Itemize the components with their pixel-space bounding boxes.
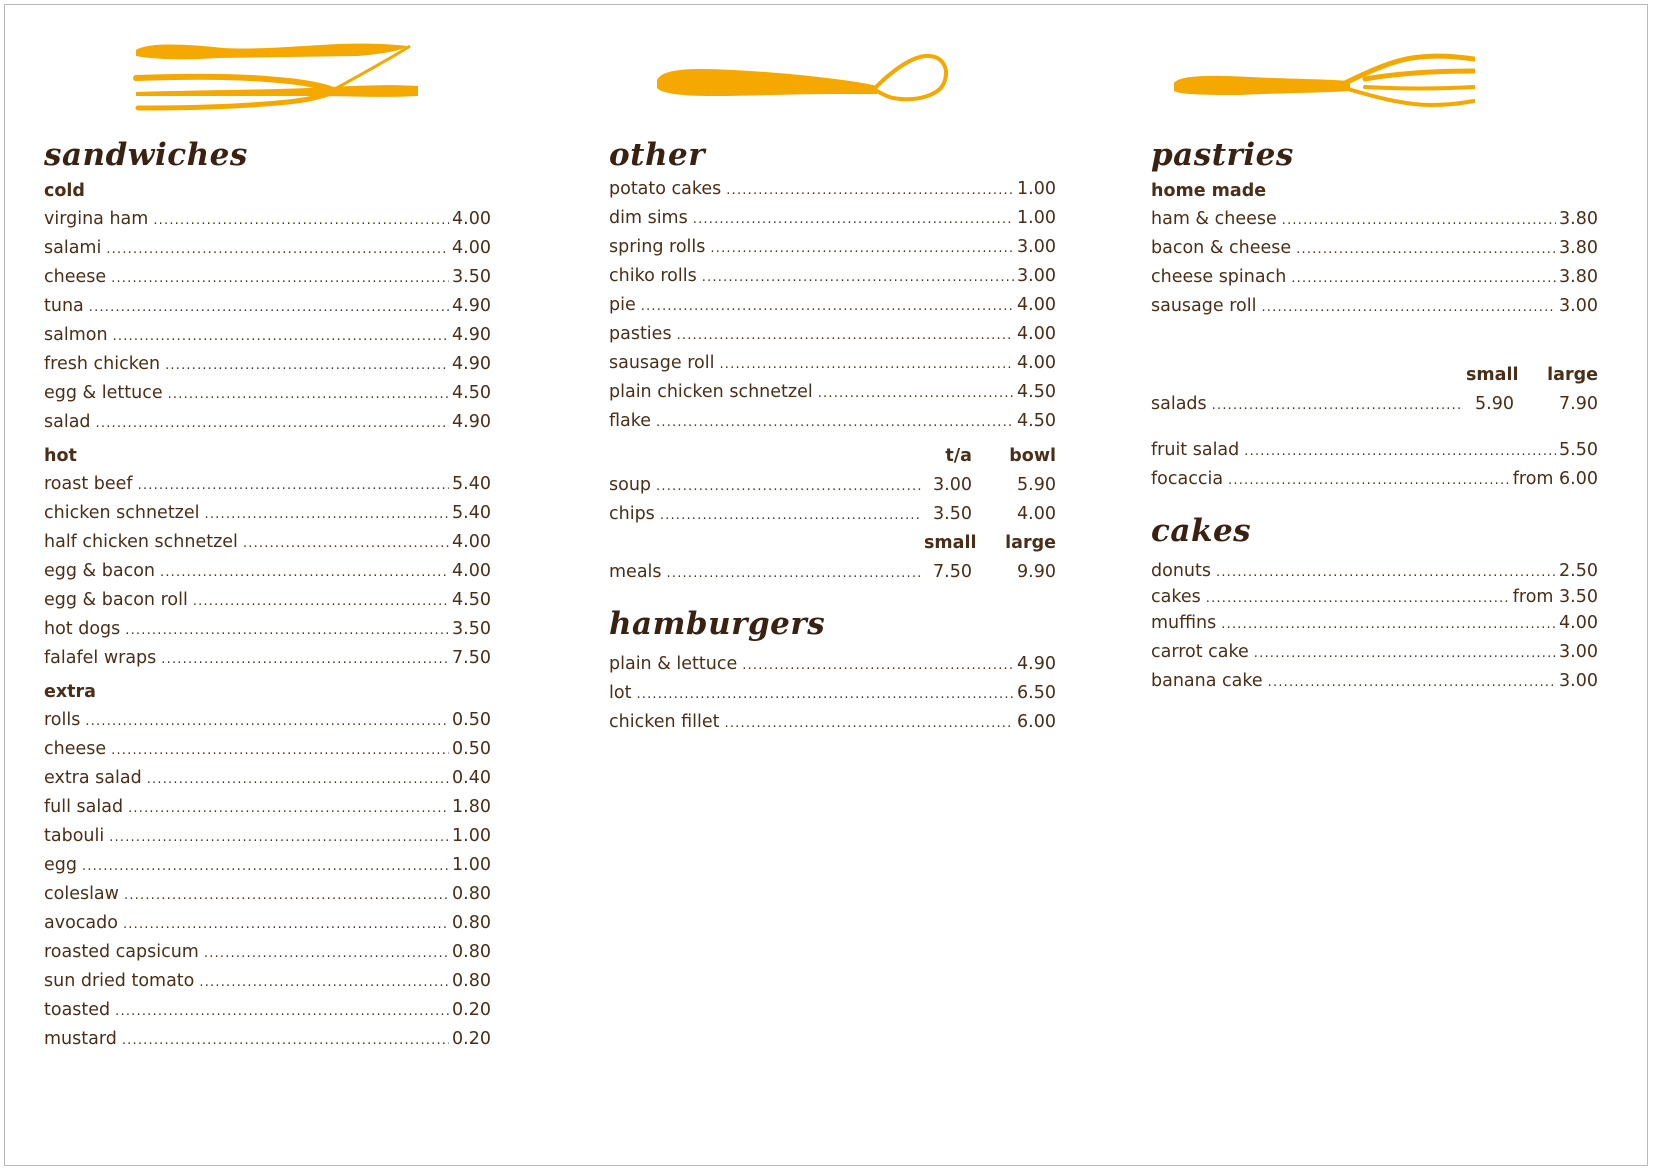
item-price: 0.50 (452, 739, 491, 759)
item-price: 0.50 (452, 710, 491, 730)
item-name: avocado (44, 913, 118, 933)
extra-subheading: extra (44, 682, 96, 702)
item-price: 3.50 (452, 267, 491, 287)
dot-leader (204, 939, 449, 968)
dot-leader (1268, 668, 1556, 697)
dot-leader (636, 680, 1014, 709)
other-list (609, 175, 1056, 436)
list-item (44, 764, 491, 793)
list-item (44, 557, 491, 586)
item-name: spring rolls (609, 237, 706, 257)
item-price: 4.00 (452, 532, 491, 552)
item-price: 3.00 (1559, 296, 1598, 316)
dot-leader (660, 501, 921, 530)
hamburgers-heading: hamburgers (609, 606, 826, 642)
item-price: 4.00 (452, 209, 491, 229)
price-col-label: large (1005, 533, 1056, 553)
item-name: soup (609, 475, 652, 495)
dot-leader (1291, 264, 1556, 293)
dot-leader (85, 707, 449, 736)
item-name: toasted (44, 1000, 111, 1020)
item-price: 4.00 (1017, 353, 1056, 373)
dot-leader (1261, 293, 1556, 322)
list-item (1151, 638, 1598, 667)
menu-page (4, 4, 1648, 1166)
cakes-heading: cakes (1151, 513, 1252, 549)
dot-leader (113, 322, 449, 351)
dot-leader (693, 205, 1014, 234)
item-price: 4.00 (1017, 504, 1056, 524)
list-item (44, 967, 491, 996)
dot-leader (122, 1026, 449, 1055)
item-name: egg & bacon roll (44, 590, 188, 610)
item-name: roast beef (44, 474, 133, 494)
dot-leader (1228, 466, 1510, 495)
item-name: banana cake (1151, 671, 1263, 691)
meals-list (609, 558, 1056, 587)
price-header (609, 442, 1056, 471)
dot-leader (1206, 587, 1510, 610)
dot-leader (160, 558, 449, 587)
item-price: 4.90 (452, 296, 491, 316)
item-name: falafel wraps (44, 648, 157, 668)
item-name: bacon & cheese (1151, 238, 1292, 258)
item-price: 1.00 (1017, 208, 1056, 228)
dot-leader (125, 616, 449, 645)
item-price: 6.00 (1017, 712, 1056, 732)
dot-leader (726, 176, 1014, 205)
list-item (609, 262, 1056, 291)
item-name: sausage roll (1151, 296, 1257, 316)
list-item (609, 650, 1056, 679)
dot-leader (1212, 391, 1463, 420)
home-made-subheading: home made (1151, 181, 1267, 201)
item-price: 6.50 (1017, 683, 1056, 703)
list-item (44, 379, 491, 408)
list-item (609, 679, 1056, 708)
pastries-heading: pastries (1151, 137, 1294, 173)
dot-leader (115, 997, 449, 1026)
item-name: cakes (1151, 587, 1201, 607)
list-item (44, 615, 491, 644)
list-item (44, 528, 491, 557)
item-name: pasties (609, 324, 672, 344)
item-price: 2.50 (1559, 561, 1598, 581)
price-header (1151, 361, 1598, 390)
list-item (609, 407, 1056, 436)
price-header (609, 529, 1056, 558)
dot-leader (147, 765, 449, 794)
dot-leader (96, 409, 449, 438)
dot-leader (243, 529, 449, 558)
item-price: 9.90 (1017, 562, 1056, 582)
dot-leader (1221, 610, 1556, 639)
spoon-icon (653, 50, 953, 112)
item-name: salads (1151, 394, 1207, 414)
item-name: cheese (44, 739, 107, 759)
dot-leader (1296, 235, 1556, 264)
list-item (1151, 465, 1598, 494)
item-price: 3.50 (452, 619, 491, 639)
item-price: 0.20 (452, 1000, 491, 1020)
pastries-list (1151, 205, 1598, 321)
item-price: 1.00 (452, 826, 491, 846)
list-item (609, 500, 1056, 529)
item-price: 3.00 (1559, 671, 1598, 691)
dot-leader (818, 379, 1014, 408)
item-name: chiko rolls (609, 266, 697, 286)
item-price: 4.00 (452, 561, 491, 581)
dot-leader (168, 380, 449, 409)
dot-leader (82, 852, 449, 881)
dot-leader (205, 500, 450, 529)
list-item (44, 586, 491, 615)
list-item (1151, 667, 1598, 696)
pastries-column (1151, 135, 1598, 696)
soup-list (609, 471, 1056, 529)
item-price: 4.00 (1559, 613, 1598, 633)
hot-list (44, 470, 491, 673)
item-price: 7.50 (452, 648, 491, 668)
sandwiches-column (44, 135, 491, 1054)
item-name: egg & bacon (44, 561, 156, 581)
item-name: mustard (44, 1029, 117, 1049)
item-price: from 6.00 (1512, 469, 1598, 489)
item-name: chicken schnetzel (44, 503, 200, 523)
item-price: 5.50 (1559, 440, 1598, 460)
item-name: focaccia (1151, 469, 1224, 489)
item-name: salami (44, 238, 102, 258)
list-item (1151, 436, 1598, 465)
item-name: fresh chicken (44, 354, 161, 374)
item-name: salmon (44, 325, 108, 345)
more-pastries-list (1151, 436, 1598, 494)
list-item (44, 909, 491, 938)
list-item (44, 851, 491, 880)
item-name: virgina ham (44, 209, 149, 229)
list-item (609, 233, 1056, 262)
dot-leader (106, 235, 449, 264)
item-price: 4.50 (452, 383, 491, 403)
salads-list (1151, 390, 1598, 419)
list-item (44, 321, 491, 350)
dot-leader (742, 651, 1014, 680)
list-item (1151, 586, 1598, 609)
dot-leader (124, 881, 449, 910)
dot-leader (725, 709, 1015, 738)
item-name: hot dogs (44, 619, 121, 639)
list-item (609, 378, 1056, 407)
hot-subheading: hot (44, 446, 77, 466)
item-name: cheese spinach (1151, 267, 1287, 287)
list-item (44, 880, 491, 909)
list-item (1151, 557, 1598, 586)
item-price: 4.90 (1017, 654, 1056, 674)
list-item (44, 938, 491, 967)
dot-leader (1282, 206, 1556, 235)
dot-leader (1244, 437, 1556, 466)
list-item (609, 320, 1056, 349)
dot-leader (161, 645, 449, 674)
item-price: 0.80 (452, 942, 491, 962)
dot-leader (165, 351, 449, 380)
list-item (1151, 263, 1598, 292)
item-name: flake (609, 411, 652, 431)
list-item (44, 644, 491, 673)
list-item (609, 558, 1056, 587)
item-name: extra salad (44, 768, 142, 788)
list-item (44, 205, 491, 234)
dot-leader (677, 321, 1014, 350)
item-price: 5.90 (1017, 475, 1056, 495)
list-item (44, 793, 491, 822)
dot-leader (641, 292, 1014, 321)
list-item (609, 471, 1056, 500)
list-item (44, 263, 491, 292)
item-name: half chicken schnetzel (44, 532, 238, 552)
sandwiches-heading: sandwiches (44, 137, 248, 173)
item-name: muffins (1151, 613, 1217, 633)
hamburgers-list (609, 650, 1056, 737)
item-name: chips (609, 504, 655, 524)
item-name: cheese (44, 267, 107, 287)
dot-leader (111, 736, 449, 765)
item-price: 0.80 (452, 884, 491, 904)
item-name: chicken fillet (609, 712, 720, 732)
item-price: 0.80 (452, 913, 491, 933)
item-price: 4.00 (1017, 295, 1056, 315)
dot-leader (702, 263, 1014, 292)
dot-leader (89, 293, 449, 322)
dot-leader (111, 264, 449, 293)
other-column (609, 135, 1056, 737)
item-name: plain & lettuce (609, 654, 738, 674)
item-price: 3.00 (933, 475, 972, 495)
item-name: rolls (44, 710, 81, 730)
item-name: ham & cheese (1151, 209, 1277, 229)
item-price: 7.90 (1559, 394, 1598, 414)
item-price: from 3.50 (1512, 587, 1598, 607)
item-name: pie (609, 295, 636, 315)
item-price: 5.90 (1475, 394, 1514, 414)
item-price: 4.00 (452, 238, 491, 258)
other-heading: other (609, 137, 706, 173)
item-name: carrot cake (1151, 642, 1249, 662)
item-name: tuna (44, 296, 84, 316)
item-price: 0.80 (452, 971, 491, 991)
price-col-label: bowl (1009, 446, 1056, 466)
list-item (44, 735, 491, 764)
item-price: 4.50 (1017, 411, 1056, 431)
fork-icon (1170, 49, 1475, 111)
dot-leader (656, 408, 1014, 437)
item-price: 4.90 (452, 325, 491, 345)
dot-leader (193, 587, 449, 616)
item-price: 3.00 (1559, 642, 1598, 662)
dot-leader (1216, 558, 1556, 587)
item-price: 1.00 (452, 855, 491, 875)
item-name: egg (44, 855, 77, 875)
item-price: 5.40 (452, 503, 491, 523)
list-item (1151, 205, 1598, 234)
item-price: 3.80 (1559, 209, 1598, 229)
list-item (44, 234, 491, 263)
dot-leader (123, 910, 449, 939)
item-price: 5.40 (452, 474, 491, 494)
list-item (609, 349, 1056, 378)
list-item (44, 1025, 491, 1054)
item-price: 4.90 (452, 412, 491, 432)
list-item (44, 822, 491, 851)
item-price: 1.80 (452, 797, 491, 817)
list-item (44, 499, 491, 528)
item-price: 4.90 (452, 354, 491, 374)
dot-leader (710, 234, 1014, 263)
list-item (44, 706, 491, 735)
list-item (1151, 609, 1598, 638)
item-price: 4.50 (1017, 382, 1056, 402)
cold-subheading: cold (44, 181, 85, 201)
item-price: 3.80 (1559, 238, 1598, 258)
item-name: sun dried tomato (44, 971, 195, 991)
item-name: coleslaw (44, 884, 119, 904)
item-price: 0.20 (452, 1029, 491, 1049)
dot-leader (667, 559, 921, 588)
item-price: 0.40 (452, 768, 491, 788)
item-price: 3.50 (933, 504, 972, 524)
item-price: 3.00 (1017, 266, 1056, 286)
list-item (609, 204, 1056, 233)
cold-list (44, 205, 491, 437)
item-name: meals (609, 562, 662, 582)
list-item (44, 350, 491, 379)
fork-icon (128, 38, 438, 116)
item-name: roasted capsicum (44, 942, 199, 962)
price-col-label: small (924, 533, 977, 553)
list-item (44, 408, 491, 437)
item-price: 1.00 (1017, 179, 1056, 199)
item-name: potato cakes (609, 179, 722, 199)
price-col-label: large (1547, 365, 1598, 385)
list-item (44, 292, 491, 321)
list-item (1151, 390, 1598, 419)
item-price: 7.50 (933, 562, 972, 582)
item-price: 4.50 (452, 590, 491, 610)
item-name: salad (44, 412, 91, 432)
item-name: dim sims (609, 208, 688, 228)
price-col-label: t/a (945, 446, 972, 466)
dot-leader (138, 471, 449, 500)
dot-leader (1254, 639, 1556, 668)
list-item (1151, 292, 1598, 321)
dot-leader (199, 968, 449, 997)
list-item (1151, 234, 1598, 263)
item-price: 3.00 (1017, 237, 1056, 257)
list-item (609, 291, 1056, 320)
item-price: 3.80 (1559, 267, 1598, 287)
item-name: donuts (1151, 561, 1211, 581)
price-col-label: small (1466, 365, 1519, 385)
item-name: sausage roll (609, 353, 715, 373)
item-name: tabouli (44, 826, 105, 846)
list-item (44, 996, 491, 1025)
item-name: fruit salad (1151, 440, 1240, 460)
item-name: full salad (44, 797, 124, 817)
dot-leader (656, 472, 921, 501)
list-item (609, 175, 1056, 204)
item-name: egg & lettuce (44, 383, 163, 403)
dot-leader (109, 823, 449, 852)
dot-leader (719, 350, 1014, 379)
item-name: plain chicken schnetzel (609, 382, 813, 402)
item-name: lot (609, 683, 632, 703)
list-item (44, 470, 491, 499)
item-price: 4.00 (1017, 324, 1056, 344)
list-item (609, 708, 1056, 737)
extra-list (44, 706, 491, 1054)
cakes-list (1151, 557, 1598, 696)
dot-leader (128, 794, 449, 823)
dot-leader (153, 206, 449, 235)
